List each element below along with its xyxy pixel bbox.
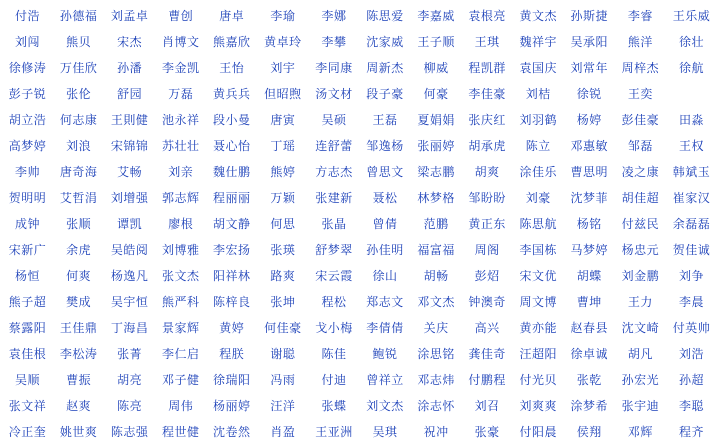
name-cell: 吴皓阅 <box>110 242 149 257</box>
name-cell: 李聪 <box>678 398 704 413</box>
name-cell: 王則健 <box>110 112 149 127</box>
name-cell: 福富福 <box>417 242 455 257</box>
name-cell: 谭凯 <box>117 216 143 231</box>
name-cell: 熊嘉欣 <box>213 34 251 49</box>
name-cell: 樊成 <box>66 294 92 309</box>
name-cell: 李倩倩 <box>366 320 404 335</box>
name-cell: 蔡露阳 <box>8 320 47 335</box>
name-cell: 李同康 <box>315 60 353 75</box>
name-cell: 周伟 <box>168 398 194 413</box>
name-cell: 孙宏光 <box>621 372 660 387</box>
name-cell: 杨丽婷 <box>213 398 251 413</box>
name-cell: 成钟 <box>15 216 41 231</box>
name-cell: 邓辉 <box>627 424 653 439</box>
name-cell: 崔家汉 <box>672 190 711 205</box>
name-cell: 冯雨 <box>270 372 296 387</box>
name-cell: 曾祥立 <box>366 372 404 387</box>
name-cell: 段子豪 <box>366 86 404 101</box>
name-cell: 艾畅 <box>117 164 143 179</box>
name-cell: 冷正奎 <box>8 424 47 439</box>
name-cell: 徐锐 <box>576 86 602 101</box>
name-cell: 涂佳乐 <box>519 164 557 179</box>
name-cell: 曹创 <box>168 8 194 23</box>
name-cell: 熊洋 <box>627 34 653 49</box>
name-cell: 刘召 <box>474 398 500 413</box>
name-cell: 刘文杰 <box>366 398 404 413</box>
name-cell: 张伦 <box>66 86 92 101</box>
name-cell: 刘增强 <box>110 190 149 205</box>
name-cell: 熊贝 <box>66 34 92 49</box>
name-cell: 胡畅 <box>423 268 449 283</box>
empty-cell <box>666 80 717 106</box>
name-cell: 付英帅 <box>672 320 711 335</box>
name-cell: 刘亲 <box>168 164 194 179</box>
name-cell: 唐奇海 <box>59 164 98 179</box>
name-cell: 吴顺 <box>15 372 41 387</box>
name-cell: 鲍锐 <box>372 346 398 361</box>
name-cell: 张文祥 <box>8 398 47 413</box>
name-cell: 熊婷 <box>270 164 296 179</box>
name-cell: 舒梦翠 <box>315 242 353 257</box>
name-cell: 李嘉威 <box>417 8 455 23</box>
name-cell: 黄文杰 <box>519 8 557 23</box>
name-cell: 张晶 <box>321 216 347 231</box>
name-cell: 刘浪 <box>66 138 92 153</box>
name-cell: 肖博文 <box>161 34 200 49</box>
name-cell: 黄正东 <box>468 216 506 231</box>
name-cell: 宋文优 <box>519 268 557 283</box>
name-cell: 魏仕鹏 <box>213 164 251 179</box>
name-cell: 张蝶 <box>321 398 347 413</box>
name-cell: 邓子健 <box>161 372 200 387</box>
name-cell: 张豪 <box>474 424 500 439</box>
name-cell: 祝冲 <box>423 424 449 439</box>
name-cell: 高兴 <box>474 320 500 335</box>
name-cell: 唐卓 <box>219 8 245 23</box>
name-cell: 王磊 <box>372 112 398 127</box>
name-cell: 曹振 <box>66 372 92 387</box>
name-cell: 黄兵兵 <box>213 86 251 101</box>
name-cell: 陈思爱 <box>366 8 404 23</box>
name-cell: 夏娟娟 <box>417 112 455 127</box>
name-cell: 陈思航 <box>519 216 557 231</box>
name-cell: 梁志鹏 <box>417 164 455 179</box>
name-cell: 沈梦菲 <box>570 190 609 205</box>
name-cell: 付迪 <box>321 372 347 387</box>
name-cell: 刘闯 <box>15 34 41 49</box>
name-cell: 肖盈 <box>270 424 296 439</box>
name-cell: 姚世爽 <box>59 424 98 439</box>
name-cell: 沈文崎 <box>621 320 660 335</box>
name-cell: 曾倩 <box>372 216 398 231</box>
name-cell: 赵春县 <box>570 320 609 335</box>
name-cell: 周梓杰 <box>621 60 660 75</box>
name-cell: 马梦婷 <box>570 242 609 257</box>
name-cell: 胡凡 <box>627 346 653 361</box>
name-cell: 韩斌玉 <box>672 164 711 179</box>
name-cell: 李佳豪 <box>468 86 506 101</box>
name-cell: 吴硕 <box>321 112 347 127</box>
name-cell: 邹盼盼 <box>468 190 506 205</box>
name-cell: 涂梦希 <box>570 398 609 413</box>
name-cell: 胡亮 <box>117 372 143 387</box>
name-cell: 范鹏 <box>423 216 449 231</box>
name-cell: 程朕 <box>219 346 245 361</box>
name-cell: 舒园 <box>117 86 143 101</box>
name-cell: 张顺 <box>66 216 92 231</box>
name-cell: 黄卓玲 <box>264 34 302 49</box>
name-cell: 孙超 <box>678 372 704 387</box>
name-cell: 高梦婷 <box>8 138 47 153</box>
name-cell: 付兹民 <box>621 216 660 231</box>
name-cell: 宋云霞 <box>315 268 353 283</box>
name-cell: 贺明明 <box>8 190 47 205</box>
name-cell: 曹坤 <box>576 294 602 309</box>
name-cell: 彭炤 <box>474 268 500 283</box>
name-cell: 周新杰 <box>366 60 404 75</box>
name-cell: 胡佳超 <box>621 190 660 205</box>
name-cell: 张坤 <box>270 294 296 309</box>
name-cell: 张丽婷 <box>417 138 455 153</box>
name-cell: 宋杰 <box>117 34 143 49</box>
name-cell: 张菁 <box>117 346 143 361</box>
name-cell: 胡蝶 <box>576 268 602 283</box>
name-cell: 程凯群 <box>468 60 506 75</box>
name-cell: 徐卓诚 <box>570 346 609 361</box>
name-cell: 李宏扬 <box>213 242 251 257</box>
name-cell: 曾思文 <box>366 164 404 179</box>
name-cell: 刘豪 <box>525 190 551 205</box>
name-cell: 何思 <box>270 216 296 231</box>
name-cell: 赵爽 <box>66 398 92 413</box>
name-cell: 王奕 <box>627 86 653 101</box>
name-cell: 程齐 <box>678 424 704 439</box>
name-cell: 彭佳豪 <box>621 112 660 127</box>
name-cell: 黄亦能 <box>519 320 557 335</box>
name-cell: 杨逸凡 <box>110 268 149 283</box>
name-cell: 邓惠敏 <box>570 138 609 153</box>
name-cell: 胡文静 <box>213 216 251 231</box>
name-cell: 袁根亮 <box>468 8 506 23</box>
name-cell: 景家辉 <box>161 320 200 335</box>
name-cell: 李瑜 <box>270 8 296 23</box>
name-cell: 王亚洲 <box>315 424 353 439</box>
name-cell: 刘孟卓 <box>110 8 149 23</box>
name-cell: 李攀 <box>321 34 347 49</box>
name-cell: 汪超阳 <box>519 346 557 361</box>
name-cell: 方志杰 <box>315 164 353 179</box>
name-cell: 刘浩 <box>678 346 704 361</box>
name-cell: 段小曼 <box>213 112 251 127</box>
name-cell: 徐山 <box>372 268 398 283</box>
name-cell: 李仁启 <box>161 346 200 361</box>
name-cell: 付浩 <box>15 8 41 23</box>
name-cell: 张建新 <box>315 190 353 205</box>
name-cell: 张瑛 <box>270 242 296 257</box>
name-cell: 宋锦锦 <box>110 138 149 153</box>
name-cell: 汪洋 <box>270 398 296 413</box>
name-cell: 但昭煦 <box>264 86 302 101</box>
name-cell: 池永祥 <box>161 112 200 127</box>
name-cell: 孙德福 <box>59 8 98 23</box>
name-cell: 熊子超 <box>8 294 47 309</box>
name-cell: 胡立浩 <box>8 112 47 127</box>
name-cell: 万颖 <box>270 190 296 205</box>
name-cell: 陈立 <box>525 138 551 153</box>
name-cell: 李帅 <box>15 164 41 179</box>
name-cell: 田淼 <box>678 112 704 127</box>
name-cell: 李松涛 <box>59 346 98 361</box>
name-cell: 苏壮壮 <box>161 138 200 153</box>
name-cell: 余磊磊 <box>672 216 711 231</box>
name-cell: 钟澳奇 <box>468 294 506 309</box>
name-cell: 刘爽爽 <box>519 398 557 413</box>
name-cell: 周阁 <box>474 242 500 257</box>
name-cell: 林梦格 <box>417 190 455 205</box>
name-cell: 魏祥宇 <box>519 34 557 49</box>
name-cell: 丁瑶 <box>270 138 296 153</box>
name-cell: 徐修涛 <box>8 60 47 75</box>
name-cell: 程丽丽 <box>213 190 251 205</box>
name-cell: 宋新广 <box>8 242 47 257</box>
name-cell: 沈家威 <box>366 34 404 49</box>
name-cell: 程世健 <box>161 424 200 439</box>
name-cell: 邹磊 <box>627 138 653 153</box>
name-cell: 涂志怀 <box>417 398 455 413</box>
name-cell: 侯翔 <box>576 424 602 439</box>
name-cell: 陈梓良 <box>213 294 251 309</box>
name-cell: 谢聪 <box>270 346 296 361</box>
name-cell: 聂心怡 <box>213 138 251 153</box>
name-cell: 阳祥林 <box>213 268 251 283</box>
name-cell: 邓文杰 <box>417 294 455 309</box>
name-cell: 戈小梅 <box>315 320 353 335</box>
name-cell: 张乾 <box>576 372 602 387</box>
name-cell: 王琪 <box>474 34 500 49</box>
name-cell: 孙斯捷 <box>570 8 609 23</box>
name-cell: 王乐威 <box>672 8 711 23</box>
name-cell: 徐瑞阳 <box>213 372 251 387</box>
name-cell: 李国栋 <box>519 242 557 257</box>
name-cell: 何豪 <box>423 86 449 101</box>
name-cell: 贺佳诚 <box>672 242 711 257</box>
name-cell: 王怡 <box>219 60 245 75</box>
name-cell: 王子顺 <box>417 34 455 49</box>
name-cell: 吴宇恒 <box>110 294 149 309</box>
name-cell: 郑志文 <box>366 294 404 309</box>
name-cell: 张文杰 <box>161 268 200 283</box>
name-cell: 杨恒 <box>15 268 41 283</box>
name-cell: 万磊 <box>168 86 194 101</box>
name-cell: 付光贝 <box>519 372 557 387</box>
name-cell: 付阳晨 <box>519 424 557 439</box>
name-cell: 柳威 <box>423 60 449 75</box>
name-cell: 程松 <box>321 294 347 309</box>
name-cell: 王力 <box>627 294 653 309</box>
name-cell: 陈佳 <box>321 346 347 361</box>
name-cell: 丁海昌 <box>110 320 149 335</box>
name-cell: 周文博 <box>519 294 557 309</box>
name-cell: 刘常年 <box>570 60 609 75</box>
name-cell: 艾哲涓 <box>59 190 98 205</box>
name-cell: 关庆 <box>423 320 449 335</box>
name-cell: 李晨 <box>678 294 704 309</box>
name-cell: 廖根 <box>168 216 194 231</box>
name-cell: 王佳鼎 <box>59 320 98 335</box>
name-cell: 刘争 <box>678 268 704 283</box>
name-cell: 汤文材 <box>315 86 353 101</box>
name-cell: 凌之康 <box>621 164 660 179</box>
name-cell: 孙潘 <box>117 60 143 75</box>
name-cell: 袁国庆 <box>519 60 557 75</box>
name-cell: 沈卷然 <box>213 424 251 439</box>
name-cell: 刘金鹏 <box>621 268 660 283</box>
name-cell: 陈亮 <box>117 398 143 413</box>
name-cell: 李睿 <box>627 8 653 23</box>
name-cell: 吴琪 <box>372 424 398 439</box>
name-cell: 连舒蕾 <box>315 138 353 153</box>
name-cell: 吴承阳 <box>570 34 609 49</box>
name-cell: 龚佳奇 <box>468 346 506 361</box>
name-cell: 万佳欣 <box>59 60 98 75</box>
name-cell: 胡爽 <box>474 164 500 179</box>
name-cell: 徐壮 <box>678 34 704 49</box>
name-cell: 涂思铭 <box>417 346 455 361</box>
name-cell: 李娜 <box>321 8 347 23</box>
name-cell: 孙佳明 <box>366 242 404 257</box>
name-cell: 张宇迪 <box>621 398 660 413</box>
name-cell: 聂松 <box>372 190 398 205</box>
name-cell: 何志康 <box>59 112 98 127</box>
name-cell: 刘桔 <box>525 86 551 101</box>
name-cell: 邓志炜 <box>417 372 455 387</box>
name-cell: 杨忠元 <box>621 242 660 257</box>
name-cell: 唐寅 <box>270 112 296 127</box>
name-cell: 彭子锐 <box>8 86 47 101</box>
name-cell: 郭志辉 <box>161 190 200 205</box>
name-cell: 曹思明 <box>570 164 609 179</box>
name-cell: 李金凯 <box>161 60 200 75</box>
name-cell: 付鹏程 <box>468 372 506 387</box>
name-cell: 黄婷 <box>219 320 245 335</box>
name-cell: 何佳豪 <box>264 320 302 335</box>
name-cell: 刘博雅 <box>161 242 200 257</box>
name-cell: 张庆红 <box>468 112 506 127</box>
name-cell: 杨婷 <box>576 112 602 127</box>
name-cell: 杨铭 <box>576 216 602 231</box>
name-cell: 刘宇 <box>270 60 296 75</box>
name-cell: 何爽 <box>66 268 92 283</box>
name-cell: 刘羽鹤 <box>519 112 557 127</box>
name-cell: 徐航 <box>678 60 704 75</box>
name-cell: 邹逸杨 <box>366 138 404 153</box>
name-cell: 胡承虎 <box>468 138 506 153</box>
name-cell: 陈志强 <box>110 424 149 439</box>
name-cell: 王权 <box>678 138 704 153</box>
name-cell: 余虎 <box>66 242 92 257</box>
name-cell: 袁佳根 <box>8 346 47 361</box>
name-cell: 路爽 <box>270 268 296 283</box>
name-cell: 熊严科 <box>161 294 200 309</box>
